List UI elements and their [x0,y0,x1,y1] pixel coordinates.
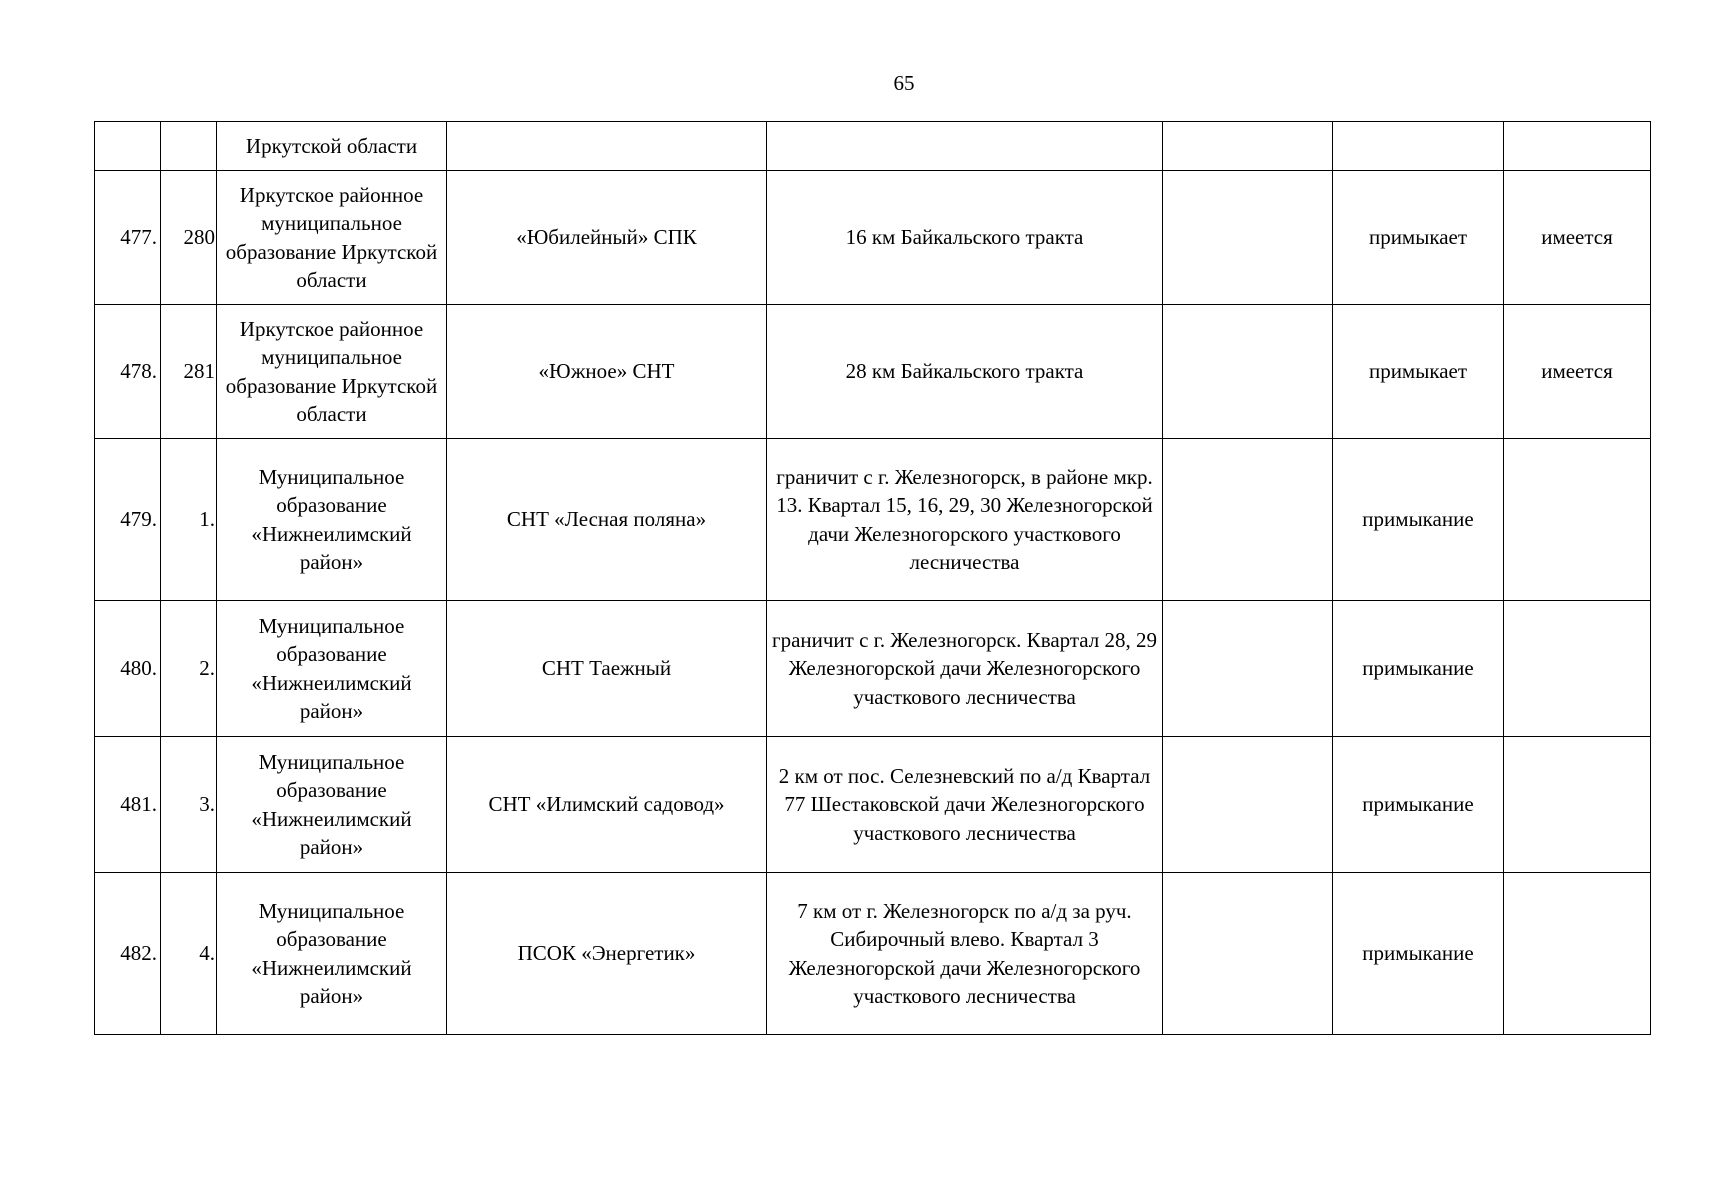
cell-adjacency: примыкание [1333,601,1504,737]
cell-adjacency: примыкает [1333,171,1504,305]
cell-availability [1504,601,1651,737]
cell-location: граничит с г. Железногорск, в районе мкр. 13. Квартал 15, 16, 29, 30 Железногорской дачи Железногорского участкового лесничества [767,439,1163,601]
cell-seq: 280 [161,171,217,305]
cell-seq: 2. [161,601,217,737]
cell-col6 [1163,601,1333,737]
cell-num: 481. [95,737,161,873]
cell-num: 482. [95,873,161,1035]
cell-municipality: Муниципальное образование «Нижнеилимский район» [217,601,447,737]
cell-name: СНТ Таежный [447,601,767,737]
cell-seq: 1. [161,439,217,601]
cell-num: 479. [95,439,161,601]
table-row [95,873,1651,1035]
cell-num: 480. [95,601,161,737]
cell-seq: 3. [161,737,217,873]
page-number: 65 [893,71,915,95]
table-row [95,171,1651,305]
cell-municipality: Иркутской области [217,122,447,171]
table-row [95,305,1651,439]
table-row [95,737,1651,873]
data-table [94,121,1651,1035]
cell-location: 16 км Байкальского тракта [767,171,1163,305]
cell-municipality: Муниципальное образование «Нижнеилимский район» [217,873,447,1035]
cell-availability [1504,122,1651,171]
cell-name: ПСОК «Энергетик» [447,873,767,1035]
cell-municipality: Иркутское районное муниципальное образование Иркутской области [217,305,447,439]
cell-adjacency: примыкает [1333,305,1504,439]
cell-num: 478. [95,305,161,439]
cell-municipality: Муниципальное образование «Нижнеилимский район» [217,737,447,873]
cell-municipality: Муниципальное образование «Нижнеилимский район» [217,439,447,601]
cell-availability [1504,737,1651,873]
table-row [95,601,1651,737]
cell-location [767,122,1163,171]
cell-name: СНТ «Лесная поляна» [447,439,767,601]
cell-availability: имеется [1504,171,1651,305]
cell-name: «Южное» СНТ [447,305,767,439]
cell-location: 2 км от пос. Селезневский по а/д Квартал 77 Шестаковской дачи Железногорского участкового лесничества [767,737,1163,873]
cell-col6 [1163,873,1333,1035]
cell-col6 [1163,305,1333,439]
cell-location: граничит с г. Железногорск. Квартал 28, 29 Железногорской дачи Железногорского участкового лесничества [767,601,1163,737]
cell-adjacency [1333,122,1504,171]
continuation-row [95,122,1651,171]
cell-adjacency: примыкание [1333,737,1504,873]
cell-municipality: Иркутское районное муниципальное образование Иркутской области [217,171,447,305]
cell-seq [161,122,217,171]
cell-col6 [1163,171,1333,305]
cell-adjacency: примыкание [1333,439,1504,601]
cell-location: 7 км от г. Железногорск по а/д за руч. Сибирочный влево. Квартал 3 Железногорской дачи Железногорского участкового лесничества [767,873,1163,1035]
cell-availability: имеется [1504,305,1651,439]
cell-name: «Юбилейный» СПК [447,171,767,305]
cell-name [447,122,767,171]
cell-availability [1504,439,1651,601]
cell-seq: 281 [161,305,217,439]
cell-seq: 4. [161,873,217,1035]
table-row [95,439,1651,601]
cell-col6 [1163,122,1333,171]
cell-availability [1504,873,1651,1035]
cell-col6 [1163,737,1333,873]
cell-name: СНТ «Илимский садовод» [447,737,767,873]
cell-num [95,122,161,171]
cell-num: 477. [95,171,161,305]
cell-location: 28 км Байкальского тракта [767,305,1163,439]
cell-adjacency: примыкание [1333,873,1504,1035]
cell-col6 [1163,439,1333,601]
